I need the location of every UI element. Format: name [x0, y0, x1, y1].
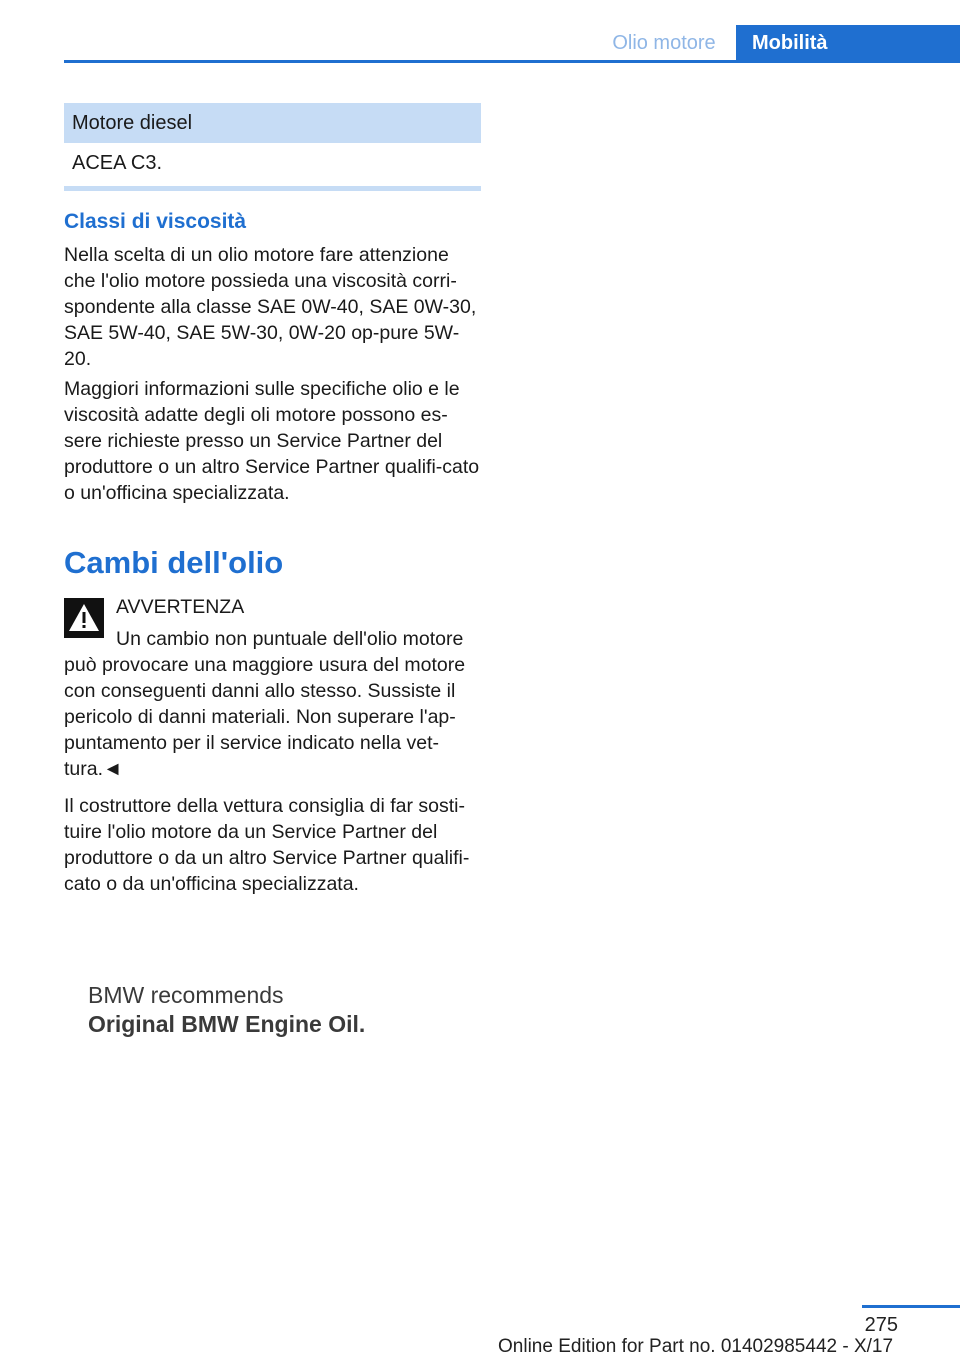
header-chapter-title: Mobilità [736, 25, 960, 62]
page-number: 275 [864, 1314, 898, 1336]
viscosity-paragraph-2: Maggiori informazioni sulle specifiche olio e le viscosità adatte degli oli motore possono es-sere richieste presso un Service Partner del produttore o un altro Service Partner qualifi-cato o un'officina specializzata. [64, 378, 480, 504]
oil-logo-line-1: BMW recommends [88, 982, 284, 1008]
oil-logo-line-2: Original BMW Engine Oil. [88, 1011, 366, 1037]
header-section-title: Olio motore [612, 32, 716, 54]
footer-rule [862, 1305, 960, 1308]
viscosity-heading: Classi di viscosità [64, 210, 247, 233]
viscosity-paragraph-1: Nella scelta di un olio motore fare attenzione che l'olio motore possieda una viscosità corri-spondente alla classe SAE 0W-40, SAE 0W-30, SAE 5W-40, SAE 5W-30, 0W-20 op-pure 5W-20. [64, 244, 477, 370]
spec-table-rule [64, 186, 481, 191]
warning-title: AVVERTENZA [116, 596, 245, 618]
oil-change-heading: Cambi dell'olio [64, 545, 284, 580]
oil-change-paragraph: Il costruttore della vettura consiglia di far sosti-tuire l'olio motore da un Service Partner del produttore o da un altro Service Partner qualifi-cato o da un'officina specializzata. [64, 795, 470, 895]
spec-table [64, 103, 481, 191]
header-rule [64, 60, 960, 63]
footer-edition: Online Edition for Part no. 01402985442 - X/17 [498, 1336, 894, 1357]
spec-table-header: Motore diesel [64, 103, 481, 143]
warning-body: Un cambio non puntuale dell'olio motore può provocare una maggiore usura del motore con conseguenti danni allo stesso. Sussiste il pericolo di danni materiali. Non superare l'ap-puntamento per il service indicato nella vet-tura.◄ [64, 628, 466, 780]
spec-table-cell: ACEA C3. [72, 152, 163, 174]
